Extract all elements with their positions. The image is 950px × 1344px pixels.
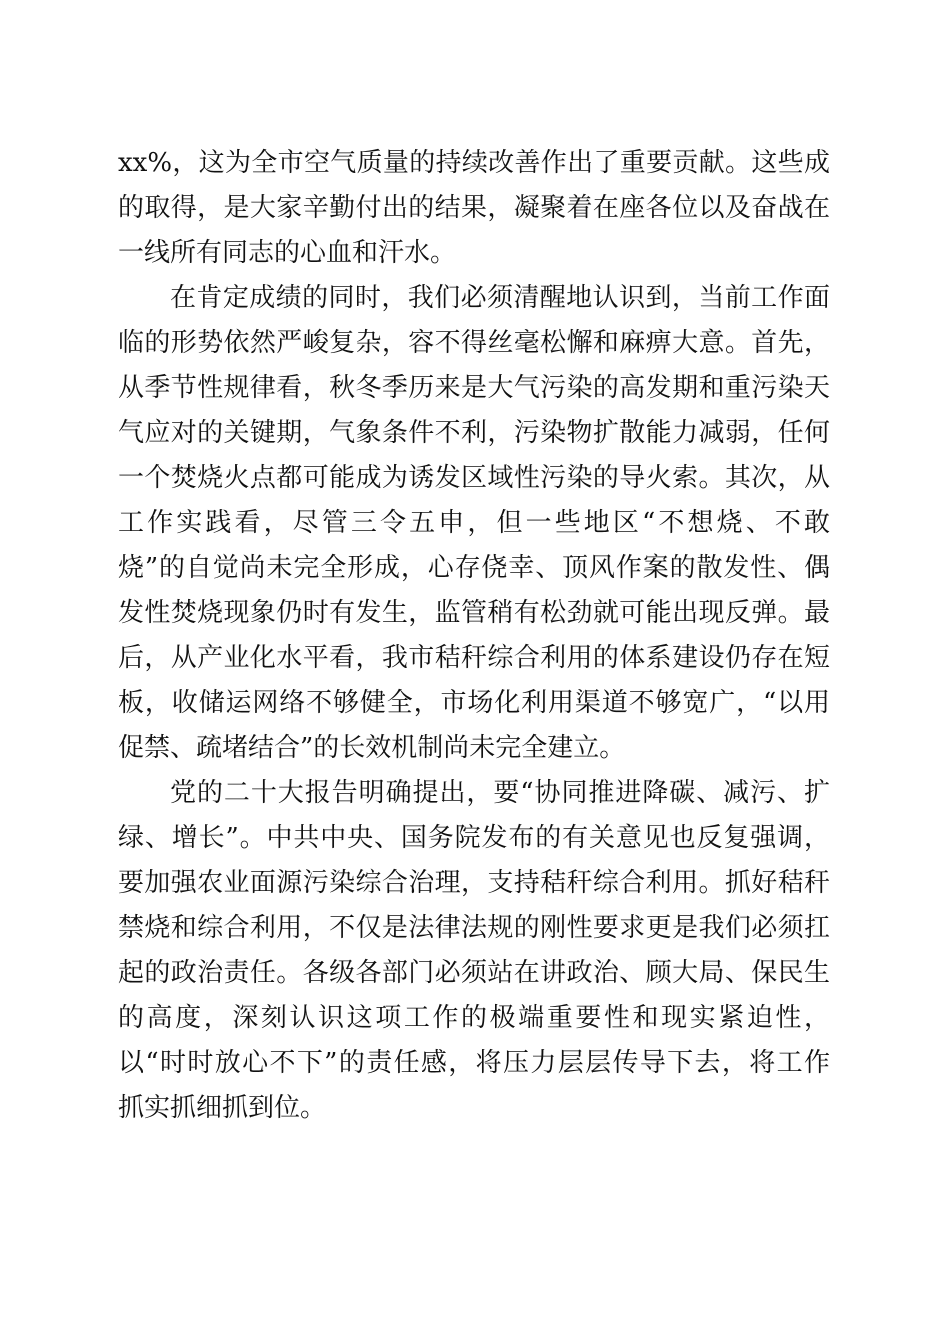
paragraph-2 (118, 276, 830, 771)
text-line: 的取得，是大家辛勤付出的结果，凝聚着在座各位以及奋战在 (118, 193, 830, 223)
text-line: 抓实抓细抓到位。 (118, 1093, 327, 1123)
text-line: 一个焚烧火点都可能成为诱发区域性污染的导火索。其次，从 (118, 463, 830, 493)
text-line: 绿、增长”。中共中央、国务院发布的有关意见也反复强调， (118, 823, 830, 853)
text-line: 从季节性规律看，秋冬季历来是大气污染的高发期和重污染天 (118, 373, 830, 403)
text-line: 以“时时放心不下”的责任感，将压力层层传导下去，将工作 (118, 1048, 830, 1078)
text-line: 在肯定成绩的同时，我们必须清醒地认识到，当前工作面 (170, 283, 830, 313)
text-line: 一线所有同志的心血和汗水。 (118, 238, 457, 268)
text-line: 临的形势依然严峻复杂，容不得丝毫松懈和麻痹大意。首先， (118, 328, 830, 358)
text-line: 气应对的关键期，气象条件不利，污染物扩散能力减弱，任何 (118, 418, 830, 448)
text-line: 板，收储运网络不够健全，市场化利用渠道不够宽广，“以用 (118, 688, 830, 718)
text-line: 促禁、疏堵结合”的长效机制尚未完全建立。 (118, 733, 626, 763)
text-line: 要加强农业面源污染综合治理，支持秸秆综合利用。抓好秸秆 (118, 868, 830, 898)
paragraph-1 (118, 141, 830, 276)
text-line: 发性焚烧现象仍时有发生，监管稍有松劲就可能出现反弹。最 (118, 598, 830, 628)
document-body (118, 141, 830, 1131)
text-line: 烧”的自觉尚未完全形成，心存侥幸、顶风作案的散发性、偶 (118, 553, 830, 583)
paragraph-3 (118, 771, 830, 1131)
text-line: 党的二十大报告明确提出，要“协同推进降碳、减污、扩 (170, 778, 830, 808)
text-line: 禁烧和综合利用，不仅是法律法规的刚性要求更是我们必须扛 (118, 913, 830, 943)
text-line: 后，从产业化水平看，我市秸秆综合利用的体系建设仍存在短 (118, 643, 830, 673)
text-line: 的高度，深刻认识这项工作的极端重要性和现实紧迫性， (118, 1003, 830, 1033)
text-line: 工作实践看，尽管三令五申，但一些地区“不想烧、不敢 (118, 508, 830, 538)
text-line: 起的政治责任。各级各部门必须站在讲政治、顾大局、保民生 (118, 958, 830, 988)
text-line: xx%，这为全市空气质量的持续改善作出了重要贡献。这些成 (118, 148, 830, 178)
